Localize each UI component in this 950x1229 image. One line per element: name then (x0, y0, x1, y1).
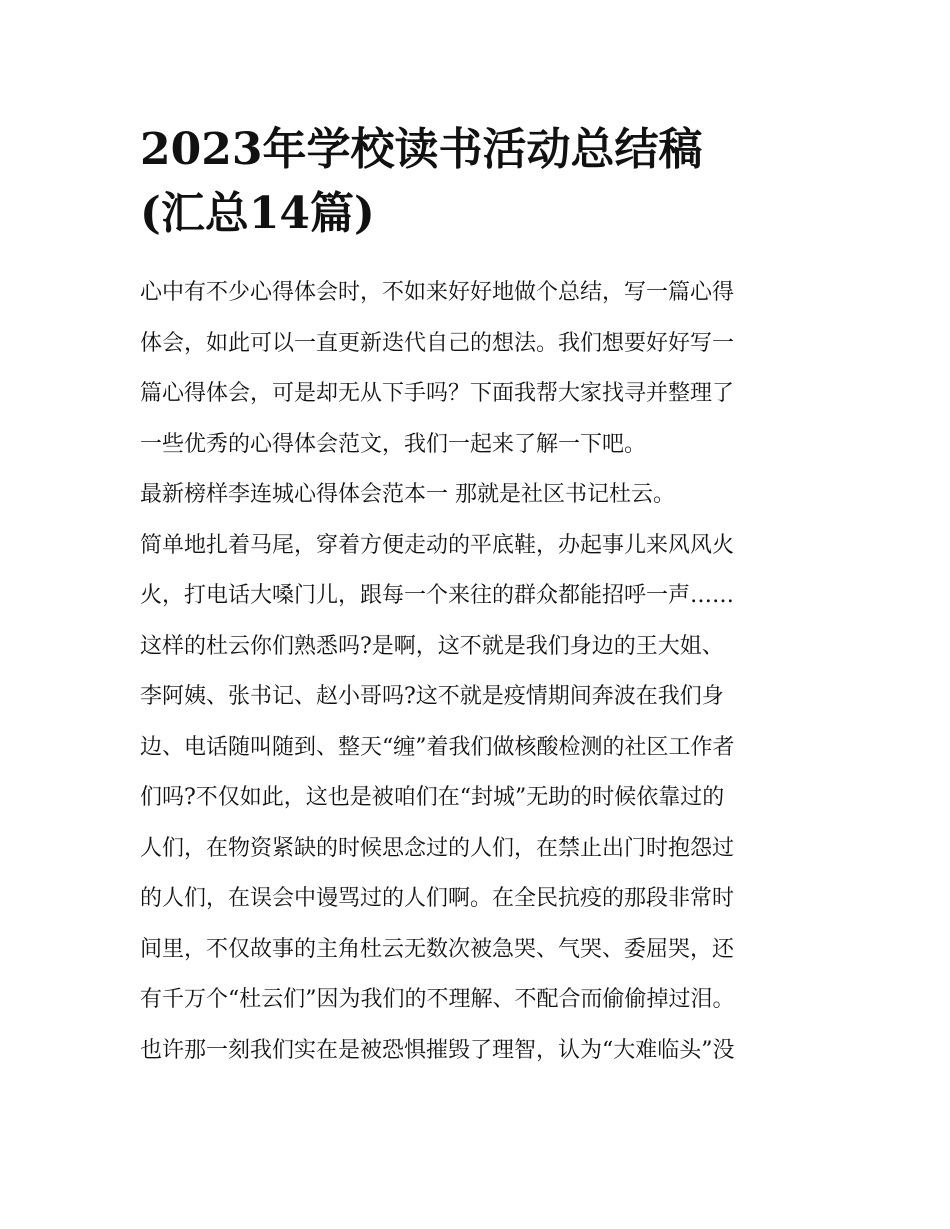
text-line: 有千万个“杜云们”因为我们的不理解、不配合而偷偷掉过泪。 (140, 987, 735, 1012)
text-line: 简单地扎着马尾，穿着方便走动的平底鞋，办起事儿来风风火 (140, 532, 735, 558)
text-line: 体会，如此可以一直更新迭代自己的想法。我们想要好好写一 (140, 330, 735, 356)
text-line: 心中有不少心得体会时，不如来好好地做个总结，写一篇心得 (140, 280, 735, 305)
paragraph-body (140, 521, 820, 1077)
text-line: 最新榜样李连城心得体会范本一 那就是社区书记杜云。 (140, 482, 675, 507)
text-line: 篇心得体会，可是却无从下手吗？下面我帮大家找寻并整理了 (140, 381, 735, 406)
text-line: 一些优秀的心得体会范文，我们一起来了解一下吧。 (140, 431, 647, 457)
document-page (140, 118, 820, 1076)
text-line: 这样的杜云你们熟悉吗?是啊，这不就是我们身边的王大姐、 (140, 633, 724, 659)
text-line: 人们，在物资紧缺的时候思念过的人们，在禁止出门时抱怨过 (140, 835, 735, 861)
text-line: 间里，不仅故事的主角杜云无数次被急哭、气哭、委屈哭，还 (140, 936, 735, 962)
text-line: 边、电话随叫随到、整天“缠”着我们做核酸检测的社区工作者 (140, 734, 735, 760)
paragraph-subheading (140, 470, 820, 521)
text-line: 也许那一刻我们实在是被恐惧摧毁了理智，认为“大难临头”没 (140, 1037, 735, 1063)
text-line: 火，打电话大嗓门儿，跟每一个来往的群众都能招呼一声…… (140, 583, 735, 608)
document-title (140, 118, 820, 246)
title-line: (汇总14篇) (140, 188, 375, 239)
text-line: 的人们，在误会中谩骂过的人们啊。在全民抗疫的那段非常时 (140, 886, 735, 911)
text-line: 们吗?不仅如此，这也是被咱们在“封城”无助的时候依靠过的 (140, 785, 725, 810)
paragraph-intro (140, 268, 820, 470)
text-line: 李阿姨、张书记、赵小哥吗?这不就是疫情期间奔波在我们身 (140, 684, 724, 709)
title-line: 2023年学校读书活动总结稿 (140, 124, 703, 175)
